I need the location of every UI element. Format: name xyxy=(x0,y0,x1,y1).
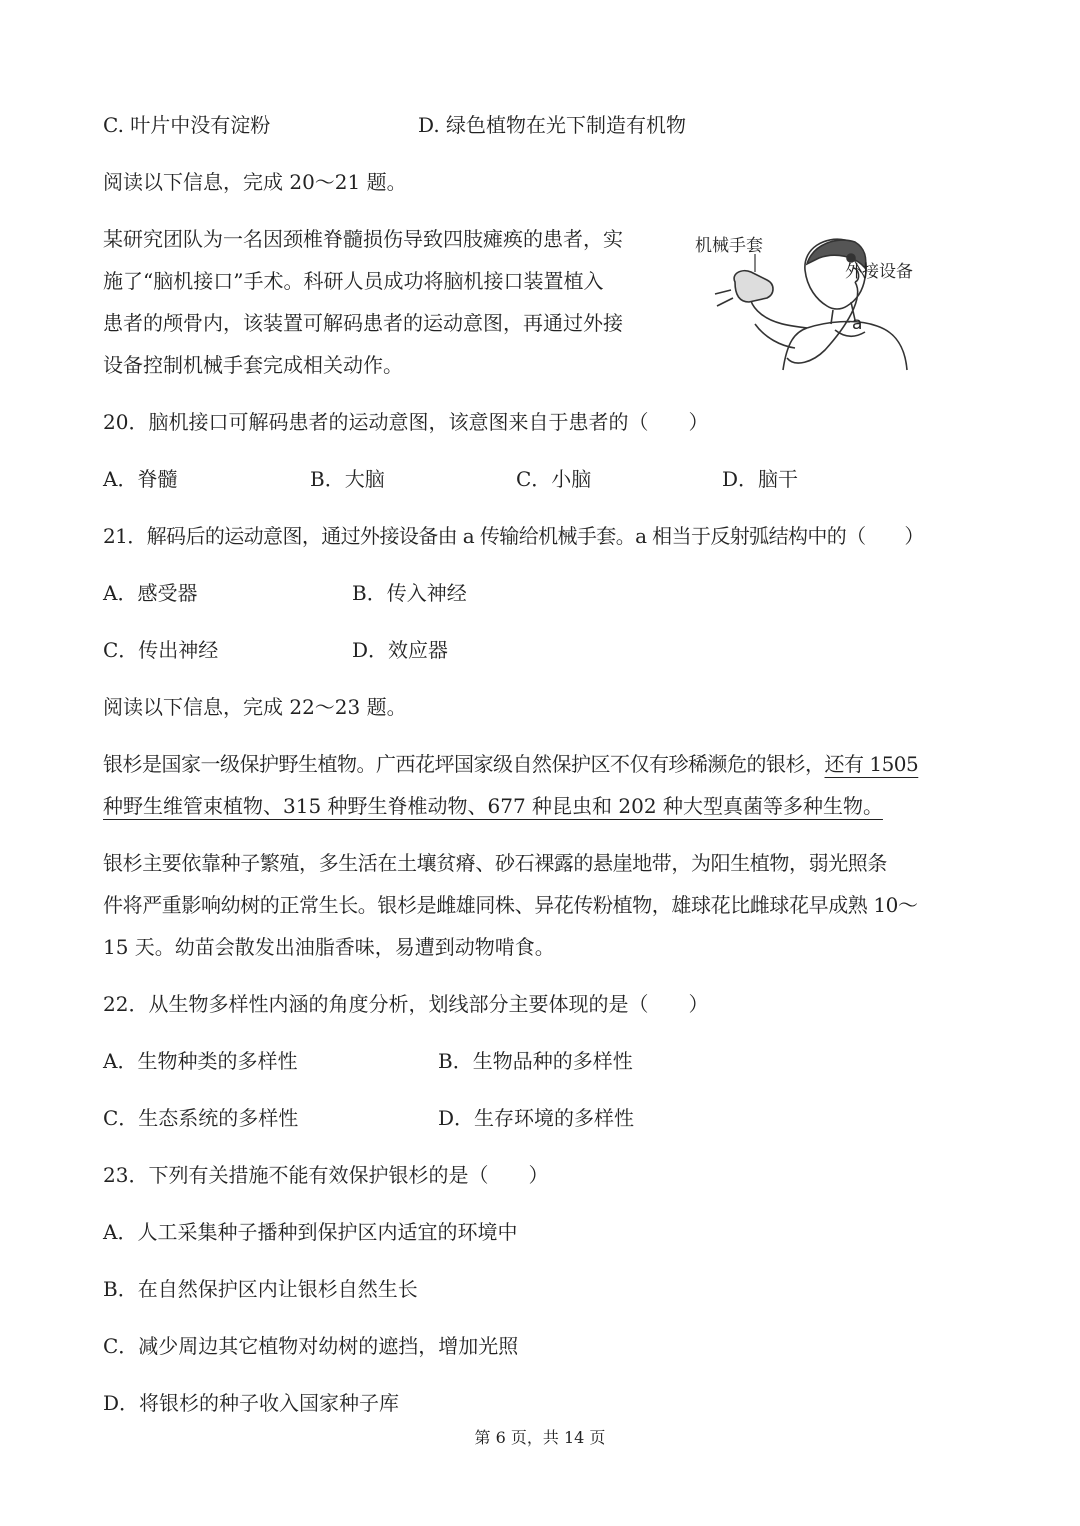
intro-22-23: 阅读以下信息，完成 22～23 题。 xyxy=(103,695,407,719)
option-c-top: C. 叶片中没有淀粉 xyxy=(103,113,271,137)
label-a: a xyxy=(852,314,863,334)
passage-2-plain: 银杉是国家一级保护野生植物。广西花坪国家级自然保护区不仅有珍稀濒危的银杉， xyxy=(103,752,825,776)
brain-machine-figure xyxy=(695,228,935,378)
question-20-stem: 20．脑机接口可解码患者的运动意图，该意图来自于患者的（ ） xyxy=(103,410,709,434)
passage-2-line-2 xyxy=(103,792,883,820)
q21-option-b: B．传入神经 xyxy=(352,581,467,605)
q23-option-b: B．在自然保护区内让银杉自然生长 xyxy=(103,1277,418,1301)
q21-option-d: D．效应器 xyxy=(352,638,449,662)
passage-line: 施了“脑机接口”手术。科研人员成功将脑机接口装置植入 xyxy=(103,269,604,293)
q22-option-c: C．生态系统的多样性 xyxy=(103,1106,299,1130)
q21-option-c: C．传出神经 xyxy=(103,638,219,662)
q21-option-a: A．感受器 xyxy=(103,581,198,605)
q23-option-c: C．减少周边其它植物对幼树的遮挡，增加光照 xyxy=(103,1334,519,1358)
q20-option-a: A．脊髓 xyxy=(103,467,178,491)
passage-line: 设备控制机械手套完成相关动作。 xyxy=(103,353,403,377)
q22-option-b: B．生物品种的多样性 xyxy=(438,1049,633,1073)
passage-2-underlined-a: 还有 1505 xyxy=(824,752,919,776)
q20-option-c: C．小脑 xyxy=(516,467,592,491)
question-23-stem: 23．下列有关措施不能有效保护银杉的是（ ） xyxy=(103,1163,549,1187)
q20-option-d: D．脑干 xyxy=(722,467,799,491)
q23-option-a: A．人工采集种子播种到保护区内适宜的环境中 xyxy=(103,1220,518,1244)
question-22-stem: 22．从生物多样性内涵的角度分析，划线部分主要体现的是（ ） xyxy=(103,992,709,1016)
q22-option-a: A．生物种类的多样性 xyxy=(103,1049,298,1073)
question-21-stem: 21．解码后的运动意图，通过外接设备由 a 传输给机械手套。a 相当于反射弧结构中的（ ） xyxy=(103,524,924,548)
q22-option-d: D．生存环境的多样性 xyxy=(438,1106,635,1130)
label-mechanical-glove: 机械手套 xyxy=(695,236,763,256)
label-external-device: 外接设备 xyxy=(845,262,913,282)
passage-2-line-1 xyxy=(103,750,918,778)
intro-20-21: 阅读以下信息，完成 20～21 题。 xyxy=(103,170,407,194)
passage-3-line: 件将严重影响幼树的正常生长。银杉是雌雄同株、异花传粉植物，雄球花比雌球花早成熟 10～ xyxy=(103,893,918,917)
passage-line: 某研究团队为一名因颈椎脊髓损伤导致四肢瘫痪的患者，实 xyxy=(103,227,623,251)
passage-line: 患者的颅骨内，该装置可解码患者的运动意图，再通过外接 xyxy=(103,311,623,335)
passage-3-line: 15 天。幼苗会散发出油脂香味，易遭到动物啃食。 xyxy=(103,935,555,959)
option-d-top: D. 绿色植物在光下制造有机物 xyxy=(418,113,687,137)
passage-2-underlined-b: 种野生维管束植物、315 种野生脊椎动物、677 种昆虫和 202 种大型真菌等多种生物。 xyxy=(103,794,883,818)
passage-3-line: 银杉主要依靠种子繁殖，多生活在土壤贫瘠、砂石裸露的悬崖地带，为阳生植物，弱光照条 xyxy=(103,851,887,875)
q20-option-b: B．大脑 xyxy=(310,467,385,491)
page-footer: 第 6 页，共 14 页 xyxy=(474,1428,606,1447)
q23-option-d: D．将银杉的种子收入国家种子库 xyxy=(103,1391,400,1415)
